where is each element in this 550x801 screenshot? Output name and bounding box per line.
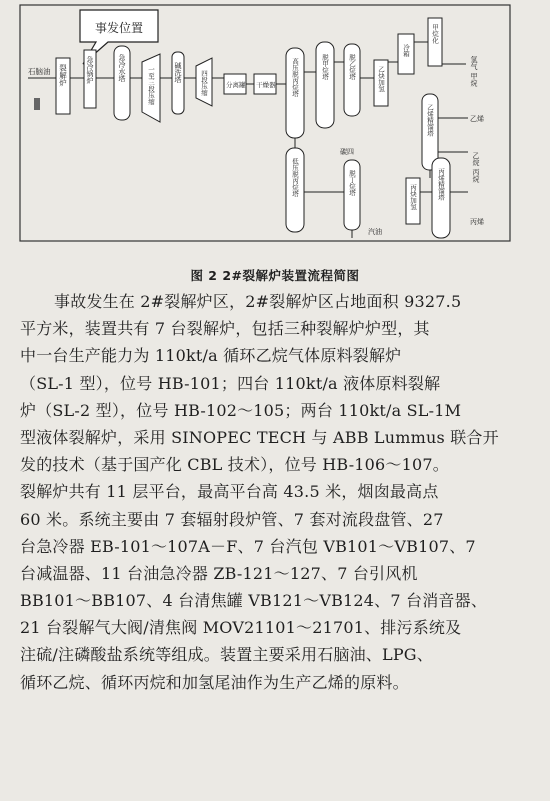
separation-tank-label: 分离罐: [226, 81, 246, 89]
propylene-label: 丙烯: [470, 218, 484, 226]
paragraph-line: 21 台裂解气大阀/清焦阀 MOV21101～21701、排污系统及: [20, 618, 462, 638]
ethylene-label: 乙烯: [470, 115, 484, 123]
gasoline-label: 汽油: [368, 228, 382, 236]
paragraph-line: 中一台生产能力为 110kt/a 循环乙烷气体原料裂解炉: [20, 346, 402, 366]
paragraph-line: 发的技术（基于国产化 CBL 技术），位号 HB-106～107。: [20, 455, 449, 475]
paragraph-line: 裂解炉共有 11 层平台，最高平台高 43.5 米，烟囱最高点: [20, 482, 439, 502]
ethylene-tower-label: 乙烯精馏塔: [426, 104, 434, 137]
c3-hydrogenation-label: 丙炔加氢: [409, 184, 417, 210]
feed-label: 石脑油: [28, 67, 51, 76]
feed-bar: [34, 98, 40, 110]
quench-water-tower-label: 急冷水塔: [118, 54, 126, 82]
paragraph-line: BB101～BB107、4 台清焦罐 VB121～VB124、7 台消音器、: [20, 591, 488, 611]
c2-hydrogenation-label: 乙炔加氢: [377, 66, 385, 92]
deethanizer-label: 脱乙烷塔: [348, 54, 356, 80]
callout-text: 事发位置: [94, 21, 144, 35]
paragraph-line: 事故发生在 2#裂解炉区，2#裂解炉区占地面积 9327.5: [54, 292, 462, 311]
propylene-tower-label: 丙烯精馏塔: [437, 168, 445, 201]
hp-depropanizer-label: 高压脱丙烷塔: [291, 58, 299, 97]
paragraph-line: 平方米，装置共有 7 台裂解炉，包括三种裂解炉炉型，其: [20, 319, 430, 339]
furnace-label: 裂解炉: [58, 64, 68, 87]
ethane-propane-label: 乙烷 丙烷: [472, 152, 480, 183]
depentanizer-label: 脱丁烷塔: [348, 170, 356, 196]
body-paragraph: [20, 288, 535, 696]
paragraph-line: 注硫/注磷酸盐系统等组成。装置主要采用石脑油、LPG、: [20, 645, 433, 665]
demethanizer-label: 脱甲烷塔: [321, 54, 329, 80]
process-flow-diagram: [18, 2, 538, 257]
cold-box-label: 冷箱: [402, 44, 410, 57]
paragraph-line: 台急冷器 EB-101～107A－F、7 台汽包 VB101～VB107、7: [20, 536, 476, 556]
lp-depropanizer-label: 低压脱丙烷塔: [291, 158, 299, 197]
paragraph-line: 循环乙烷、循环丙烷和加氢尾油作为生产乙烯的原料。: [20, 672, 409, 692]
compressor-1-3-label: 一至三段压缩: [147, 66, 155, 105]
c4-label: 碳四: [340, 148, 354, 156]
compressor-4-label: 四段压缩: [200, 70, 208, 96]
figure-caption: 图 2 2#裂解炉装置流程简图: [190, 268, 360, 283]
quench-boiler-label: 急冷锅炉: [86, 56, 94, 84]
paragraph-line: 60 米。系统主要由 7 套辐射段炉管、7 套对流段盘管、27: [20, 509, 444, 529]
caustic-tower-label: 碱洗塔: [174, 62, 182, 83]
paragraph-line: 炉（SL-2 型），位号 HB-102～105；两台 110kt/a SL-1M: [20, 400, 462, 420]
paragraph-line: 台减温器、11 台油急冷器 ZB-121～127、7 台引风机: [20, 563, 418, 583]
methanation-label: 甲烷化: [431, 24, 439, 44]
paragraph-line: 型液体裂解炉，采用 SINOPEC TECH 与 ABB Lummus 联合开: [20, 427, 499, 447]
paragraph-line: （SL-1 型），位号 HB-101；四台 110kt/a 液体原料裂解: [20, 373, 441, 393]
dryer-label: 干燥器: [256, 81, 276, 89]
hydrogen-methane-label: 氢气 甲烷: [470, 56, 478, 87]
